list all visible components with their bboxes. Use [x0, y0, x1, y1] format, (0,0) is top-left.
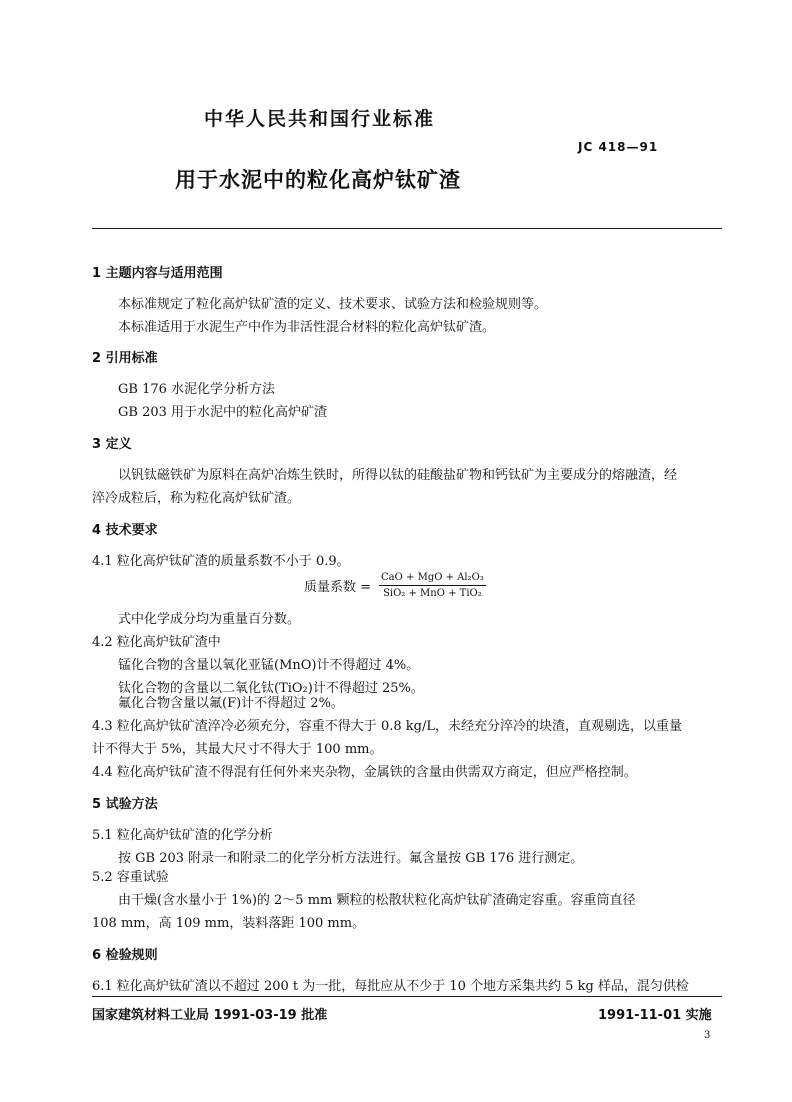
- definition-line-2: 淬冷成粒后，称为粒化高炉钛矿渣。: [92, 491, 301, 506]
- clause-6-1: 6.1 粒化高炉钛矿渣以不超过 200 t 为一批，每批应从不少于 10 个地方采集共约 5 kg 样品，混匀供检: [92, 979, 689, 994]
- footer-divider: [92, 996, 722, 997]
- clause-5-1-paragraph: 按 GB 203 附录一和附录二的化学分析方法进行。氟含量按 GB 176 进行测定。: [118, 851, 584, 866]
- clause-4-1-note: 式中化学成分均为重量百分数。: [118, 612, 301, 627]
- clause-4-2-tio2: 钛化合物的含量以二氧化钛(TiO₂)计不得超过 25%。: [118, 681, 424, 696]
- clause-4-3-line-2: 计不得大于 5%，其最大尺寸不得大于 100 mm。: [92, 742, 383, 757]
- clause-4-2-fluorine: 氟化合物含量以氟(F)计不得超过 2%。: [118, 696, 344, 711]
- clause-5-1: 5.1 粒化高炉钛矿渣的化学分析: [92, 828, 273, 843]
- reference-gb203: GB 203 用于水泥中的粒化高炉矿渣: [118, 405, 328, 420]
- section-2-heading: 2 引用标准: [92, 351, 158, 366]
- document-title: 用于水泥中的粒化高炉钛矿渣: [175, 168, 461, 192]
- section-1-paragraph-1: 本标准规定了粒化高炉钛矿渣的定义、技术要求、试验方法和检验规则等。: [118, 297, 548, 312]
- page-number: 3: [704, 1030, 711, 1041]
- formula-label: 质量系数 =: [304, 580, 372, 595]
- standard-category-title: 中华人民共和国行业标准: [204, 108, 436, 130]
- standard-code: JC 418—91: [578, 140, 659, 154]
- formula-denominator: SiO₂ + MnO + TiO₂: [383, 588, 482, 599]
- section-1-heading: 1 主题内容与适用范围: [92, 266, 223, 281]
- clause-4-1: 4.1 粒化高炉钛矿渣的质量系数不小于 0.9。: [92, 554, 350, 569]
- section-1-paragraph-2: 本标准适用于水泥生产中作为非活性混合材料的粒化高炉钛矿渣。: [118, 320, 496, 335]
- formula-fraction: [379, 572, 486, 599]
- section-3-heading: 3 定义: [92, 437, 132, 452]
- approval-info: 国家建筑材料工业局 1991-03-19 批准: [92, 1008, 328, 1023]
- formula-numerator: CaO + MgO + Al₂O₃: [381, 572, 484, 583]
- section-4-heading: 4 技术要求: [92, 523, 158, 538]
- clause-5-2: 5.2 容重试验: [92, 870, 169, 885]
- effective-date: 1991-11-01 实施: [598, 1008, 712, 1023]
- section-6-heading: 6 检验规则: [92, 948, 158, 963]
- clause-4-4: 4.4 粒化高炉钛矿渣不得混有任何外来夹杂物，金属铁的含量由供需双方商定，但应严格控制。: [92, 765, 637, 780]
- reference-gb176: GB 176 水泥化学分析方法: [118, 382, 276, 397]
- clause-5-2-line-2: 108 mm，高 109 mm，装料落距 100 mm。: [92, 916, 366, 931]
- clause-4-2: 4.2 粒化高炉钛矿渣中: [92, 635, 221, 650]
- clause-4-2-mno: 锰化合物的含量以氧化亚锰(MnO)计不得超过 4%。: [118, 658, 420, 673]
- clause-5-2-line-1: 由干燥(含水量小于 1%)的 2～5 mm 颗粒的松散状粒化高炉钛矿渣确定容重。容重筒直径: [118, 893, 636, 908]
- quality-coefficient-formula: [304, 572, 486, 599]
- clause-4-3-line-1: 4.3 粒化高炉钛矿渣淬冷必须充分，容重不得大于 0.8 kg/L，未经充分淬冷的块渣，直观剔选，以重量: [92, 719, 682, 734]
- section-5-heading: 5 试验方法: [92, 797, 158, 812]
- header-divider: [92, 228, 722, 229]
- definition-line-1: 以钒钛磁铁矿为原料在高炉冶炼生铁时，所得以钛的硅酸盐矿物和钙钛矿为主要成分的熔融渣，经: [118, 468, 678, 483]
